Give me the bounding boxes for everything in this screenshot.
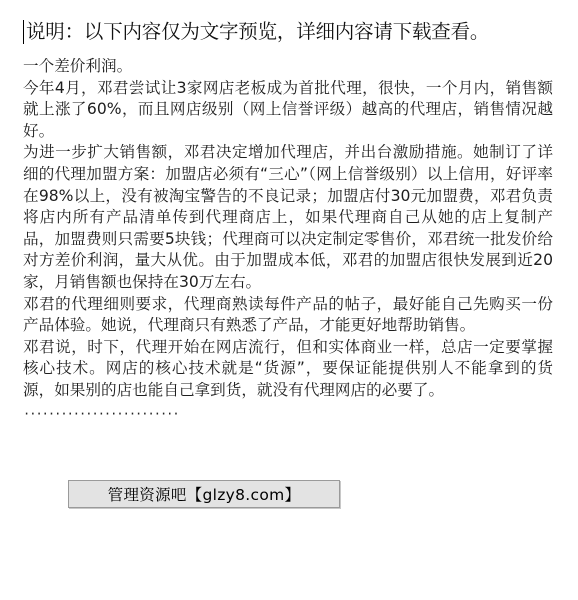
paragraph-5: 邓君说，时下，代理开始在网店流行，但和实体商业一样，总店一定要掌握核心技术。网店的核心技术就是“货源”，要保证能提供别人不能拿到的货源，如果别的店也能自己拿到货，就没有代理网店的必要了。 <box>23 337 553 399</box>
text-cursor <box>23 20 24 44</box>
site-watermark: 管理资源吧【glzy8.com】 <box>68 480 340 508</box>
paragraph-4: 邓君的代理细则要求，代理商熟读每件产品的帖子，最好能自己先购买一份产品体验。她说，代理商只有熟悉了产品，才能更好地帮助销售。 <box>23 294 553 335</box>
document-body <box>23 56 553 420</box>
paragraph-1: 一个差价利润。 <box>23 57 133 75</box>
paragraph-2: 今年4月，邓君尝试让3家网店老板成为首批代理，很快，一个月内，销售额就上涨了60%，而且网店级别（网上信誉评级）越高的代理店，销售情况越好。 <box>23 78 553 140</box>
ellipsis-dots: ························· <box>23 406 179 421</box>
preview-notice-text: 说明：以下内容仅为文字预览，详细内容请下载查看。 <box>26 20 490 43</box>
preview-notice <box>23 18 573 46</box>
paragraph-3: 为进一步扩大销售额，邓君决定增加代理店，并出台激励措施。她制订了详细的代理加盟方案：加盟店必须有“三心”（网上信誉级别）以上信用，好评率在98%以上，没有被淘宝警告的不良记录；加盟店付30元加盟费，邓君负责将店内所有产品清单传到代理商店上，如果代理商自己从她的店上复制产品，加盟费则只需要5块钱；代理商可以决定制定零售价，邓君统一批发价给对方差价利润，量大从优。由于加盟成本低，邓君的加盟店很快发展到近20家，月销售额也保持在30万左右。 <box>23 143 553 291</box>
